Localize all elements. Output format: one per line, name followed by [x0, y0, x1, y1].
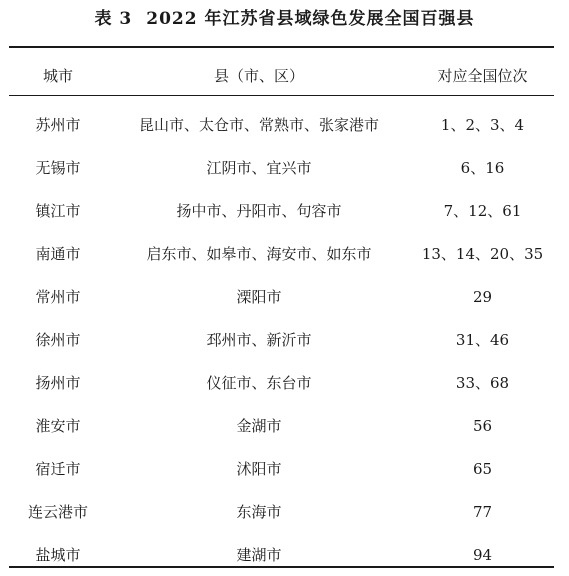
cell-counties: 江阴市、宜兴市 [206, 159, 312, 177]
table-row [9, 189, 554, 232]
header-county: 县（市、区） [213, 66, 304, 85]
table-row [9, 103, 554, 146]
cell-rank: 33、68 [455, 374, 510, 392]
cell-rank: 94 [472, 545, 493, 564]
cell-counties: 沭阳市 [236, 460, 282, 478]
cell-rank: 13、14、20、35 [421, 245, 544, 263]
cell-rank: 56 [472, 416, 493, 435]
header-rule [9, 95, 554, 96]
table-caption [0, 4, 569, 29]
table-row [9, 490, 554, 533]
table-title: 2022 年江苏省县域绿色发展全国百强县 [146, 9, 475, 29]
cell-rank: 31、46 [455, 331, 510, 349]
cell-counties: 扬中市、丹阳市、句容市 [176, 202, 342, 220]
cell-rank: 6、16 [460, 159, 505, 177]
cell-city: 无锡市 [35, 159, 81, 177]
cell-counties: 邳州市、新沂市 [206, 331, 312, 349]
header-city: 城市 [42, 66, 73, 85]
top-rule [9, 46, 554, 48]
bottom-rule [9, 566, 554, 568]
cell-rank: 1、2、3、4 [440, 116, 525, 134]
table-row [9, 232, 554, 275]
cell-rank: 77 [472, 502, 493, 521]
table-number: 表 3 [94, 9, 133, 29]
cell-counties: 启东市、如皋市、海安市、如东市 [146, 245, 372, 263]
cell-city: 徐州市 [35, 331, 81, 349]
cell-city: 苏州市 [35, 116, 81, 134]
cell-rank: 65 [472, 459, 493, 478]
cell-city: 镇江市 [35, 202, 81, 220]
table-header [9, 58, 554, 92]
cell-city: 扬州市 [35, 374, 81, 392]
cell-rank: 29 [472, 287, 493, 306]
table-row [9, 361, 554, 404]
table-row [9, 275, 554, 318]
cell-counties: 溧阳市 [236, 288, 282, 306]
cell-counties: 昆山市、太仓市、常熟市、张家港市 [138, 116, 379, 134]
table-row [9, 447, 554, 490]
cell-city: 南通市 [35, 245, 81, 263]
table-row [9, 146, 554, 189]
header-row [9, 58, 554, 92]
cell-counties: 建湖市 [236, 546, 282, 564]
cell-city: 盐城市 [35, 546, 81, 564]
table-body [9, 103, 554, 576]
cell-counties: 仪征市、东台市 [206, 374, 312, 392]
header-rank: 对应全国位次 [437, 66, 528, 85]
cell-rank: 7、12、61 [443, 202, 522, 220]
cell-city: 常州市 [35, 288, 81, 306]
table-row [9, 404, 554, 447]
cell-counties: 东海市 [236, 503, 282, 521]
cell-city: 连云港市 [27, 503, 88, 521]
cell-city: 宿迁市 [35, 460, 81, 478]
cell-city: 淮安市 [35, 417, 81, 435]
cell-counties: 金湖市 [236, 417, 282, 435]
table-row [9, 318, 554, 361]
table-row [9, 533, 554, 576]
